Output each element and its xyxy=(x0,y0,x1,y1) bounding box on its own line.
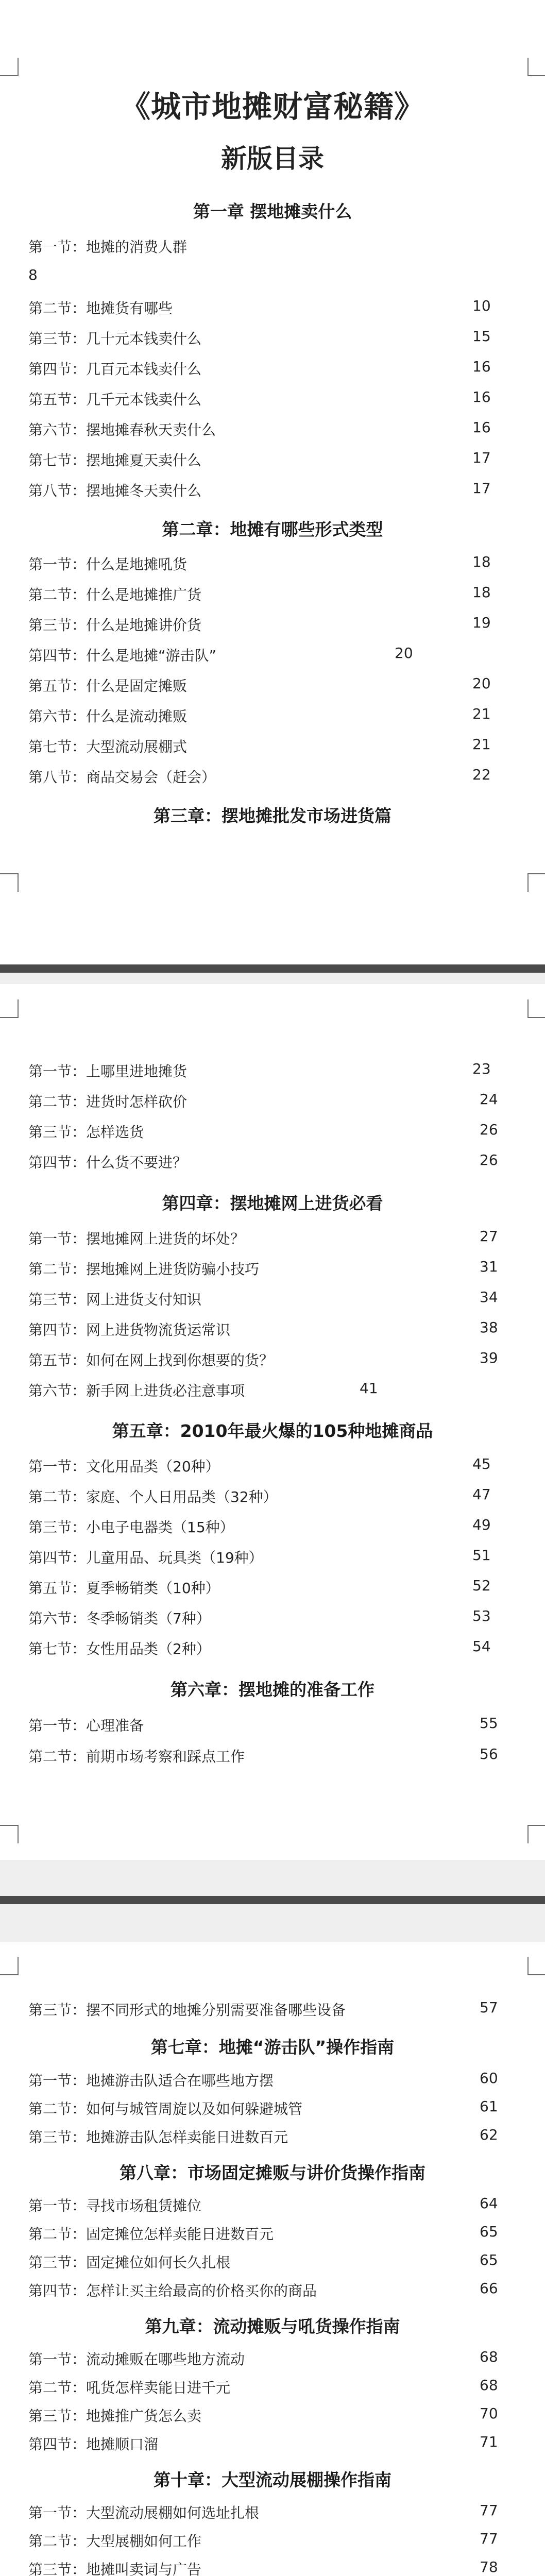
toc-page-number: 62 xyxy=(480,2126,498,2143)
toc-page-number: 16 xyxy=(472,419,491,436)
crop-mark xyxy=(527,1957,545,1975)
toc-entry: 第一节：大型流动展棚如何选址扎根 xyxy=(28,2504,260,2521)
chapter-heading: 第五章：2010年最火爆的105种地摊商品 xyxy=(112,1421,433,1441)
toc-entry: 第六节：冬季畅销类（7种） xyxy=(28,1610,211,1627)
toc-page-number: 23 xyxy=(472,1060,491,1077)
toc-entry: 第一节：流动摊贩在哪些地方流动 xyxy=(28,2351,245,2368)
page-separator xyxy=(0,964,545,973)
toc-page-number: 18 xyxy=(472,553,491,570)
toc-entry: 第三节：固定摊位如何长久扎根 xyxy=(28,2254,231,2271)
chapter-heading: 第十章：大型流动展棚操作指南 xyxy=(154,2470,391,2490)
toc-page-number: 16 xyxy=(472,358,491,375)
chapter-heading: 第三章：摆地摊批发市场进货篇 xyxy=(154,806,391,826)
toc-entry: 第一节：地摊的消费人群 xyxy=(28,239,188,256)
toc-entry: 第一节：摆地摊网上进货的坏处？ xyxy=(28,1230,245,1247)
toc-entry: 第二节：大型展棚如何工作 xyxy=(28,2533,202,2550)
toc-page-number: 17 xyxy=(472,449,491,466)
toc-page-number: 77 xyxy=(480,2502,498,2519)
crop-mark xyxy=(527,999,545,1018)
toc-page-number: 77 xyxy=(480,2530,498,2547)
toc-page-number: 26 xyxy=(480,1151,498,1168)
toc-page-number: 39 xyxy=(480,1349,498,1366)
toc-entry: 第四节：几百元本钱卖什么 xyxy=(28,361,202,378)
toc-entry: 第一节：什么是地摊吼货 xyxy=(28,556,188,573)
toc-page-number: 65 xyxy=(480,2251,498,2268)
toc-page-number: 49 xyxy=(472,1516,491,1533)
toc-entry: 第五节：如何在网上找到你想要的货？ xyxy=(28,1352,274,1369)
toc-entry: 第四节：什么货不要进？ xyxy=(28,1154,188,1171)
toc-entry: 第一节：寻找市场租赁摊位 xyxy=(28,2197,202,2214)
toc-page-number: 53 xyxy=(472,1607,491,1624)
page-separator xyxy=(0,1896,545,1904)
toc-entry: 第六节：新手网上进货必注意事项 xyxy=(28,1382,245,1399)
toc-page-number: 71 xyxy=(480,2433,498,2450)
toc-entry: 第三节：网上进货支付知识 xyxy=(28,1291,202,1308)
document-title: 《城市地摊财富秘籍》 xyxy=(120,89,424,124)
toc-page-number: 24 xyxy=(480,1091,498,1108)
toc-page-number: 22 xyxy=(472,766,491,783)
toc-entry: 第五节：什么是固定摊贩 xyxy=(28,677,188,694)
toc-page-number: 26 xyxy=(480,1121,498,1138)
toc-page-number: 19 xyxy=(472,614,491,631)
toc-page-number: 41 xyxy=(360,1380,378,1397)
toc-page-number: 21 xyxy=(472,705,491,722)
toc-page-number: 70 xyxy=(480,2405,498,2422)
toc-page-number: 68 xyxy=(480,2348,498,2365)
toc-entry: 第三节：什么是地摊讲价货 xyxy=(28,617,202,634)
toc-page-number: 38 xyxy=(480,1319,498,1336)
toc-page-number: 10 xyxy=(472,297,491,314)
chapter-heading: 第六章：摆地摊的准备工作 xyxy=(171,1680,374,1700)
chapter-heading: 第七章：地摊“游击队”操作指南 xyxy=(150,2037,395,2057)
toc-page-number: 57 xyxy=(480,1999,498,2016)
toc-page-number: 20 xyxy=(395,645,413,662)
toc-entry: 第三节：小电子电器类（15种） xyxy=(28,1519,234,1536)
toc-page-number: 68 xyxy=(480,2377,498,2394)
toc-page-number: 55 xyxy=(480,1715,498,1732)
toc-page-number: 66 xyxy=(480,2280,498,2297)
document-page-3 xyxy=(0,1942,545,2576)
crop-mark xyxy=(527,58,545,76)
crop-mark xyxy=(0,873,19,892)
toc-entry: 第二节：家庭、个人日用品类（32种） xyxy=(28,1488,278,1505)
toc-page-number: 78 xyxy=(480,2558,498,2575)
document-page-2 xyxy=(0,984,545,1860)
toc-entry: 第二节：前期市场考察和踩点工作 xyxy=(28,1748,245,1765)
chapter-heading: 第四章：摆地摊网上进货必看 xyxy=(162,1193,383,1213)
document-subtitle: 新版目录 xyxy=(221,144,324,174)
toc-entry: 第一节：上哪里进地摊货 xyxy=(28,1063,188,1080)
toc-entry: 第二节：什么是地摊推广货 xyxy=(28,586,202,603)
chapter-heading: 第一章 摆地摊卖什么 xyxy=(193,201,352,222)
document-page-1 xyxy=(0,0,545,964)
chapter-heading: 第八章：市场固定摊贩与讲价货操作指南 xyxy=(120,2163,425,2183)
toc-entry: 第一节：文化用品类（20种） xyxy=(28,1458,220,1475)
toc-page-number: 65 xyxy=(480,2223,498,2240)
toc-page-number: 15 xyxy=(472,328,491,345)
toc-page-number: 64 xyxy=(480,2195,498,2212)
crop-mark xyxy=(527,1825,545,1843)
toc-entry: 第八节：商品交易会（赶会） xyxy=(28,769,216,786)
toc-entry: 第五节：夏季畅销类（10种） xyxy=(28,1580,220,1597)
chapter-heading: 第二章：地摊有哪些形式类型 xyxy=(162,519,383,539)
toc-page-number: 51 xyxy=(472,1547,491,1564)
toc-page-number: 27 xyxy=(480,1228,498,1245)
chapter-heading: 第九章：流动摊贩与吼货操作指南 xyxy=(145,2316,400,2336)
toc-page-number: 8 xyxy=(28,266,38,283)
toc-entry: 第一节：心理准备 xyxy=(28,1717,144,1734)
crop-mark xyxy=(0,999,19,1018)
toc-entry: 第二节：进货时怎样砍价 xyxy=(28,1093,188,1110)
toc-entry: 第三节：地摊游击队怎样卖能日进数百元 xyxy=(28,2129,288,2146)
toc-entry: 第七节：女性用品类（2种） xyxy=(28,1640,211,1657)
toc-entry: 第四节：网上进货物流货运常识 xyxy=(28,1321,231,1338)
toc-entry: 第二节：如何与城管周旋以及如何躲避城管 xyxy=(28,2100,303,2117)
toc-entry: 第七节：大型流动展棚式 xyxy=(28,738,188,755)
toc-entry: 第四节：什么是地摊“游击队” xyxy=(28,647,217,664)
toc-entry: 第四节：儿童用品、玩具类（19种） xyxy=(28,1549,263,1566)
toc-entry: 第五节：几千元本钱卖什么 xyxy=(28,391,202,408)
toc-entry: 第二节：固定摊位怎样卖能日进数百元 xyxy=(28,2226,274,2243)
toc-page-number: 16 xyxy=(472,388,491,405)
toc-entry: 第三节：几十元本钱卖什么 xyxy=(28,330,202,347)
toc-entry: 第三节：地摊叫卖词与广告 xyxy=(28,2561,202,2576)
crop-mark xyxy=(527,873,545,892)
toc-entry: 第三节：怎样选货 xyxy=(28,1124,144,1141)
toc-entry: 第二节：摆地摊网上进货防骗小技巧 xyxy=(28,1261,260,1278)
toc-page-number: 17 xyxy=(472,480,491,497)
toc-entry: 第二节：吼货怎样卖能日进千元 xyxy=(28,2379,231,2396)
crop-mark xyxy=(0,1957,19,1975)
toc-entry: 第三节：地摊推广货怎么卖 xyxy=(28,2408,202,2425)
toc-page-number: 45 xyxy=(472,1455,491,1472)
toc-page-number: 60 xyxy=(480,2070,498,2087)
toc-entry: 第七节：摆地摊夏天卖什么 xyxy=(28,452,202,469)
toc-entry: 第一节：地摊游击队适合在哪些地方摆 xyxy=(28,2072,274,2089)
toc-entry: 第二节：地摊货有哪些 xyxy=(28,300,173,317)
toc-entry: 第四节：怎样让买主给最高的价格买你的商品 xyxy=(28,2282,317,2299)
toc-entry: 第四节：地摊顺口溜 xyxy=(28,2436,159,2453)
toc-page-number: 61 xyxy=(480,2098,498,2115)
crop-mark xyxy=(0,1825,19,1843)
toc-page-number: 20 xyxy=(472,675,491,692)
toc-page-number: 52 xyxy=(472,1577,491,1594)
crop-mark xyxy=(0,58,19,76)
toc-page-number: 56 xyxy=(480,1745,498,1762)
toc-page-number: 54 xyxy=(472,1638,491,1655)
toc-entry: 第六节：摆地摊春秋天卖什么 xyxy=(28,421,216,438)
toc-entry: 第六节：什么是流动摊贩 xyxy=(28,708,188,725)
toc-entry: 第三节：摆不同形式的地摊分别需要准备哪些设备 xyxy=(28,2002,346,2019)
toc-page-number: 31 xyxy=(480,1258,498,1275)
toc-page-number: 21 xyxy=(472,736,491,753)
toc-page-number: 47 xyxy=(472,1486,491,1503)
toc-page-number: 18 xyxy=(472,584,491,601)
toc-page-number: 34 xyxy=(480,1289,498,1306)
toc-entry: 第八节：摆地摊冬天卖什么 xyxy=(28,482,202,499)
